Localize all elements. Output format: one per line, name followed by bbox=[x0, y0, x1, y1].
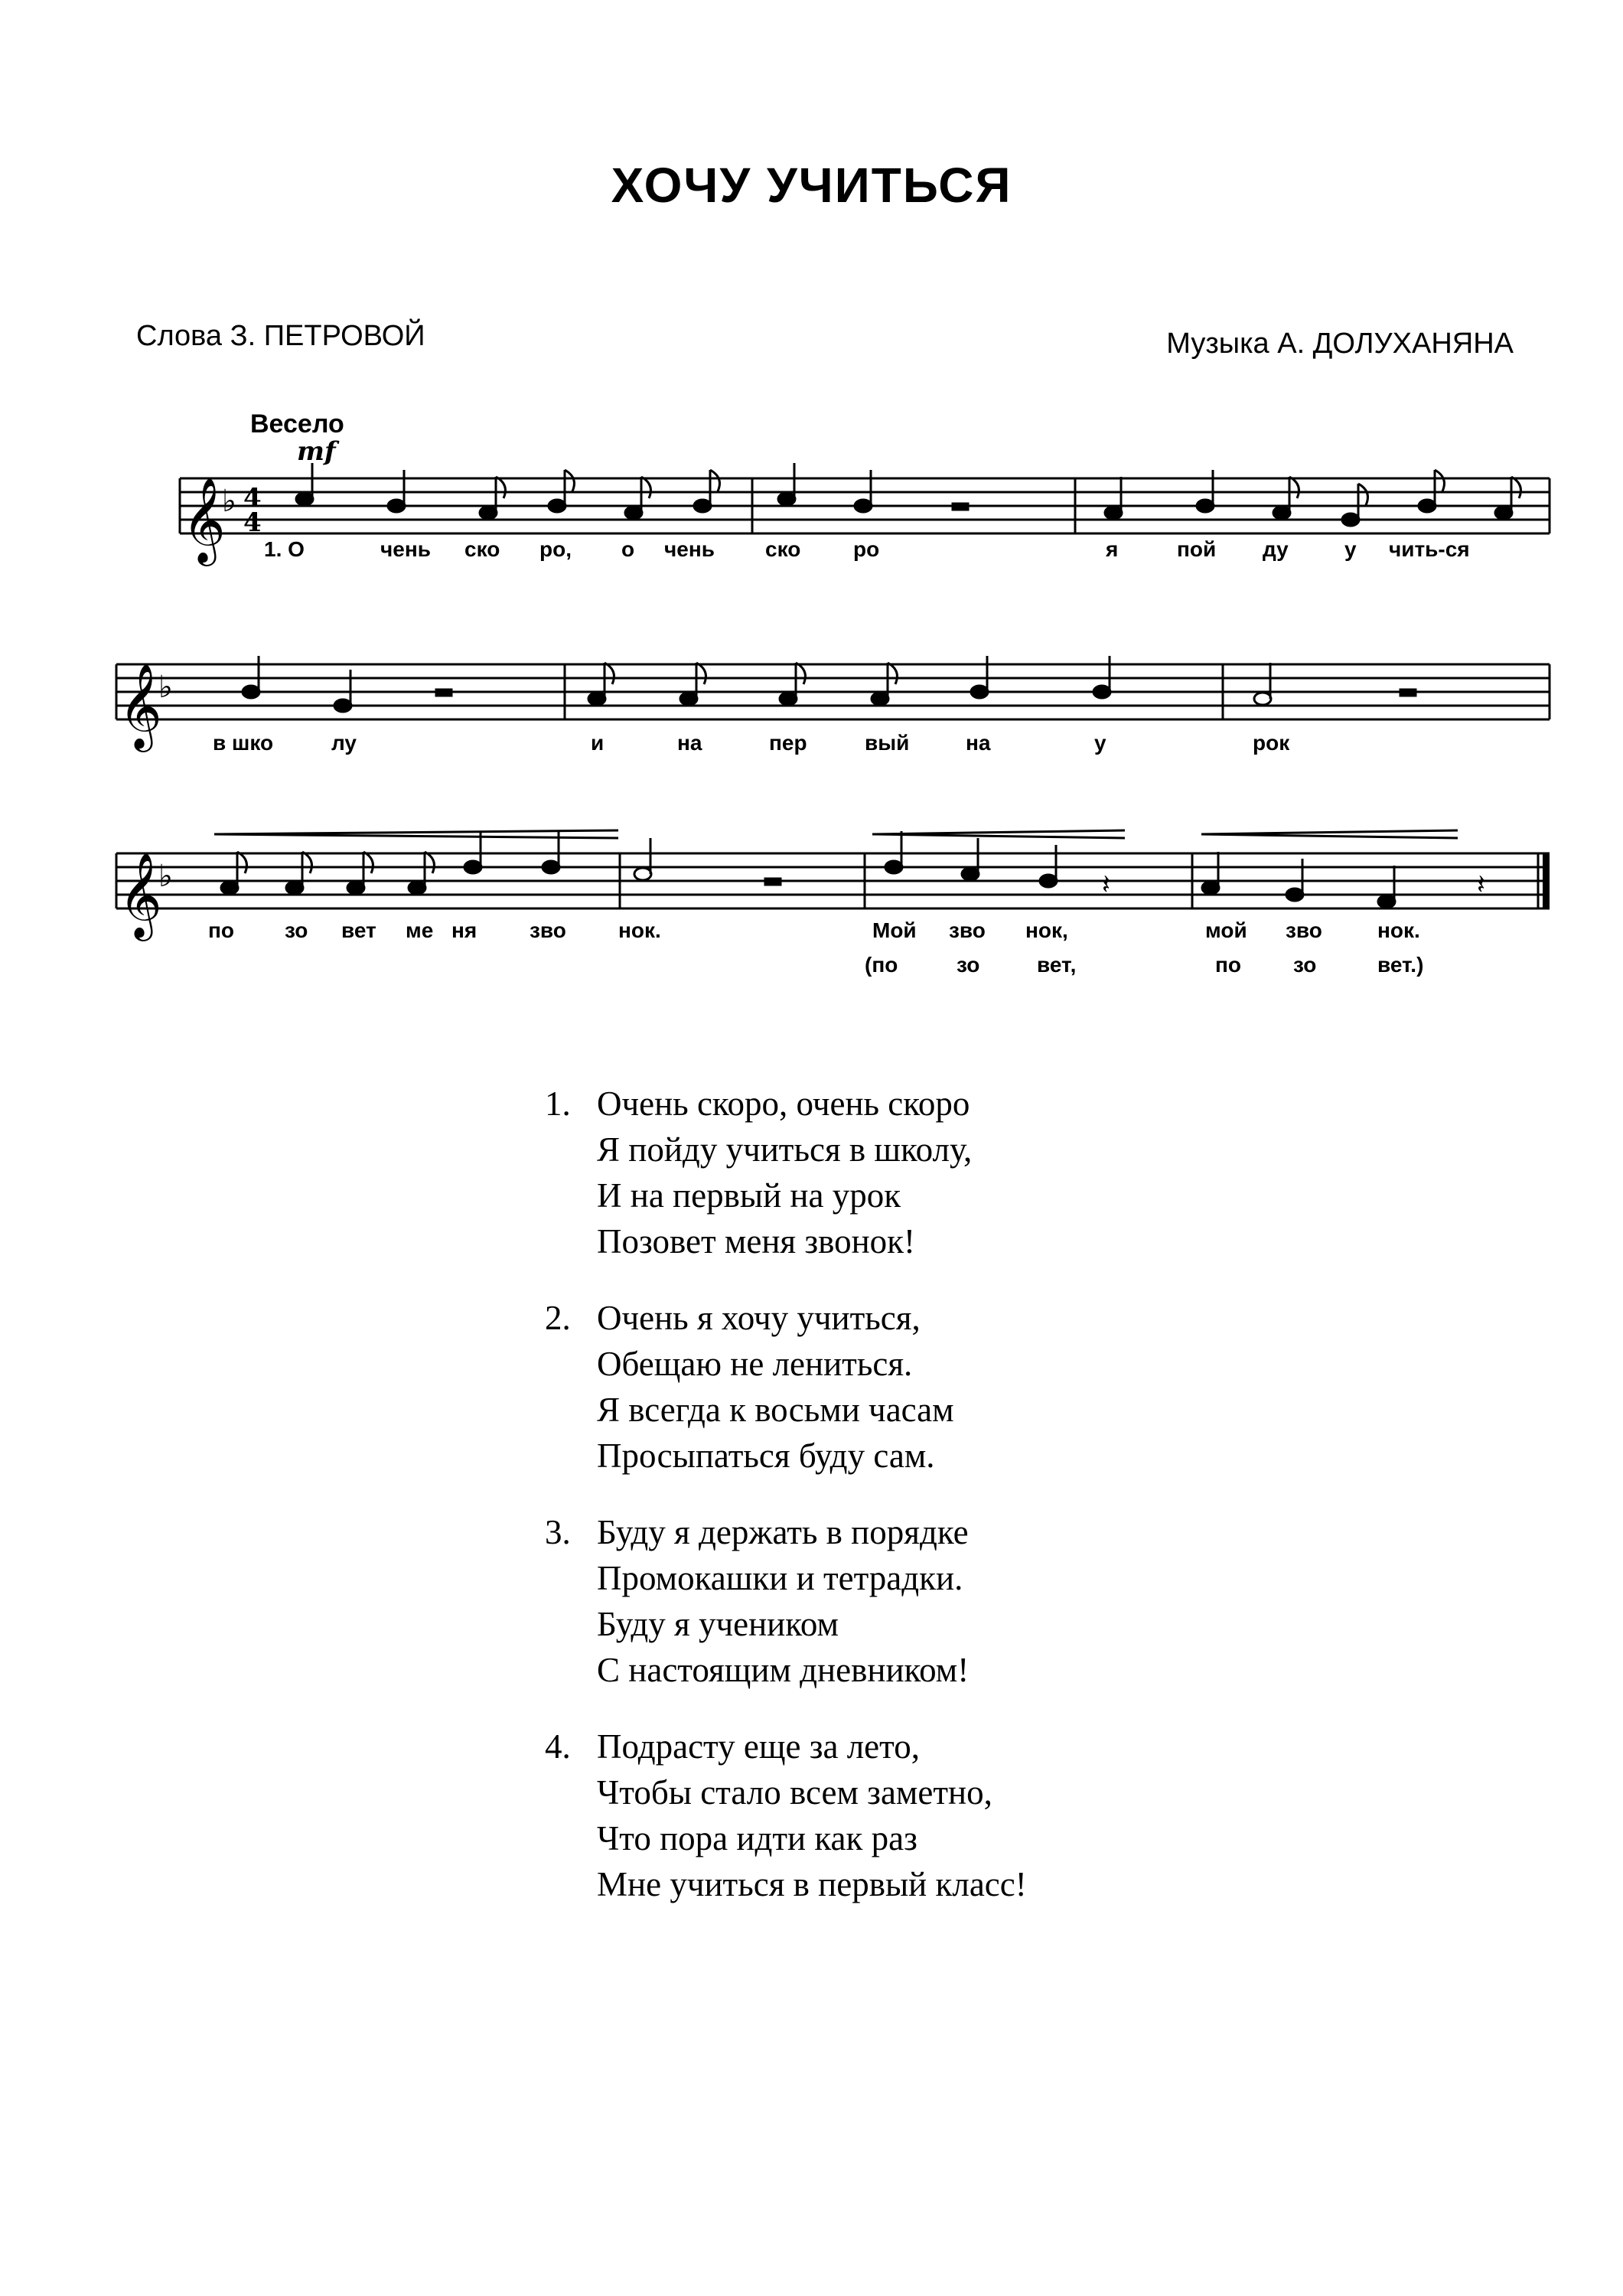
lyric-syllable-alt: вет, bbox=[1037, 953, 1077, 977]
lyric-syllable-alt: по bbox=[1215, 953, 1242, 977]
lyric-syllable: нок. bbox=[1377, 918, 1420, 942]
svg-text:𝄽: 𝄽 bbox=[1477, 869, 1486, 901]
lyric-syllable-alt: (по bbox=[865, 953, 898, 977]
svg-text:𝄞: 𝄞 bbox=[119, 852, 162, 938]
svg-text:♭: ♭ bbox=[222, 484, 236, 519]
dynamic-marking: mf bbox=[297, 436, 336, 467]
verse-line: Позовет меня звонок! bbox=[597, 1222, 916, 1261]
verse-number: 1. bbox=[545, 1084, 571, 1123]
lyric-syllable: в шко bbox=[213, 731, 274, 755]
lyric-syllable: ро bbox=[853, 537, 880, 561]
lyric-syllable: по bbox=[208, 918, 235, 942]
verse-line: Очень я хочу учиться, bbox=[597, 1299, 921, 1337]
lyric-syllable: вет bbox=[341, 918, 376, 942]
lyric-syllable: и bbox=[591, 731, 605, 755]
lyric-syllable: Мой bbox=[872, 918, 917, 942]
lyric-syllable: ско bbox=[765, 537, 801, 561]
lyric-syllable: вый bbox=[865, 731, 910, 755]
verse-line: Промокашки и тетрадки. bbox=[597, 1559, 963, 1597]
lyric-syllable: зво bbox=[949, 918, 986, 942]
lyric-syllable: зо bbox=[285, 918, 308, 942]
lyric-syllable-alt: зо bbox=[1293, 953, 1317, 977]
lyric-syllable: лу bbox=[331, 731, 357, 755]
lyric-syllable-alt: вет.) bbox=[1377, 953, 1424, 977]
verse-line: Обещаю не лениться. bbox=[597, 1345, 913, 1383]
verse-line: Просыпаться буду сам. bbox=[597, 1437, 935, 1475]
verse-line: С настоящим дневником! bbox=[597, 1651, 970, 1689]
verse-line: Я всегда к восьми часам bbox=[597, 1391, 954, 1429]
lyric-syllable: чить-ся bbox=[1389, 537, 1470, 561]
svg-text:𝄽: 𝄽 bbox=[1102, 869, 1111, 901]
tempo-marking: Весело bbox=[250, 409, 344, 439]
lyric-syllable: нок. bbox=[618, 918, 661, 942]
verse-3 bbox=[545, 1509, 969, 1693]
verse-4 bbox=[545, 1724, 1027, 1907]
verse-line: Я пойду учиться в школу, bbox=[597, 1130, 973, 1169]
lyric-syllable: чень bbox=[380, 537, 431, 561]
lyric-syllable: ме bbox=[406, 918, 434, 942]
svg-text:♭: ♭ bbox=[158, 670, 173, 705]
lyric-syllable-alt: зо bbox=[957, 953, 980, 977]
verse-number: 3. bbox=[545, 1513, 571, 1551]
svg-text:4: 4 bbox=[243, 483, 262, 514]
lyric-syllable: мой bbox=[1205, 918, 1247, 942]
song-title: ХОЧУ УЧИТЬСЯ bbox=[611, 158, 1012, 213]
lyric-syllable: ро, bbox=[539, 537, 572, 561]
lyric-syllable: у bbox=[1094, 731, 1106, 755]
lyric-syllable: пой bbox=[1177, 537, 1217, 561]
staff-system-3 bbox=[0, 823, 1623, 938]
lyric-syllable: 1. О bbox=[264, 537, 305, 561]
verse-line: Буду я держать в порядке bbox=[597, 1513, 969, 1551]
lyricist-credit: Слова З. ПЕТРОВОЙ bbox=[136, 320, 425, 352]
verse-number: 4. bbox=[545, 1727, 571, 1766]
lyric-syllable: нок, bbox=[1025, 918, 1068, 942]
lyric-syllable: рок bbox=[1253, 731, 1290, 755]
lyric-syllable: зво bbox=[1286, 918, 1322, 942]
lyric-syllable: на bbox=[677, 731, 702, 755]
verse-line: Мне учиться в первый класс! bbox=[597, 1865, 1027, 1903]
lyric-syllable: у bbox=[1344, 537, 1357, 561]
lyric-syllable: ду bbox=[1263, 537, 1289, 561]
verse-number: 2. bbox=[545, 1299, 571, 1337]
verse-line: Что пора идти как раз bbox=[597, 1819, 917, 1857]
lyric-syllable: на bbox=[966, 731, 991, 755]
verse-2 bbox=[545, 1295, 954, 1479]
verse-line: Подрасту еще за лето, bbox=[597, 1727, 920, 1766]
verse-line: Буду я учеником bbox=[597, 1605, 839, 1643]
svg-text:♭: ♭ bbox=[158, 859, 173, 894]
lyric-syllable: зво bbox=[530, 918, 566, 942]
verse-line: И на первый на урок bbox=[597, 1176, 901, 1215]
svg-text:𝄞: 𝄞 bbox=[119, 663, 162, 748]
lyric-syllable: о bbox=[621, 537, 635, 561]
lyric-syllable: ско bbox=[464, 537, 500, 561]
lyric-syllable: ня bbox=[451, 918, 477, 942]
lyric-syllable: пер bbox=[769, 731, 807, 755]
lyric-syllable: я bbox=[1106, 537, 1119, 561]
verse-1 bbox=[545, 1081, 972, 1264]
lyric-syllable: чень bbox=[664, 537, 715, 561]
staff-system-1 bbox=[0, 459, 1623, 566]
svg-text:𝄞: 𝄞 bbox=[182, 477, 226, 563]
verse-line: Очень скоро, очень скоро bbox=[597, 1084, 970, 1123]
verse-line: Чтобы стало всем заметно, bbox=[597, 1773, 992, 1812]
composer-credit: Музыка А. ДОЛУХАНЯНА bbox=[1166, 328, 1514, 360]
svg-text:4: 4 bbox=[243, 507, 262, 538]
